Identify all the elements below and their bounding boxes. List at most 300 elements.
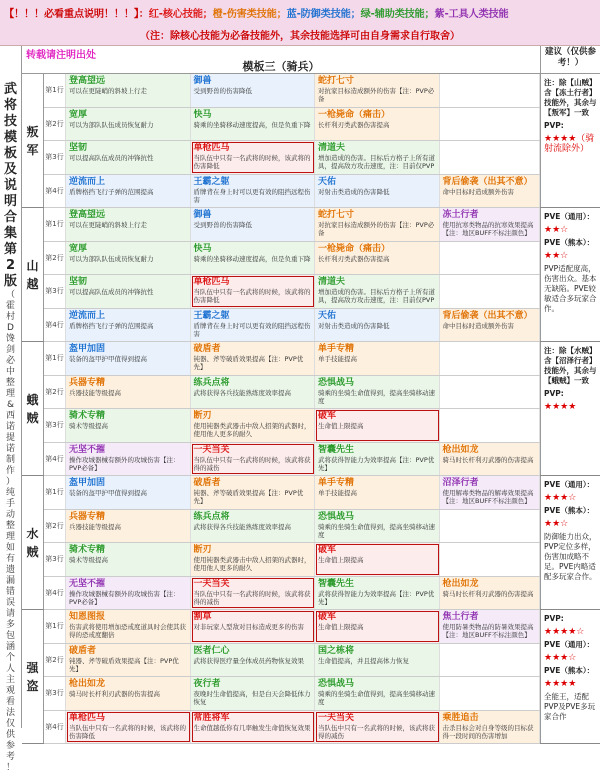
skill-desc: 当队伍中只有一名武将的时候，该武将的伤害降低 (193, 288, 311, 304)
skill-desc: 长杆利刃类武器伤害提高 (318, 254, 390, 263)
side-credit-char: 诺 (5, 422, 15, 432)
skill-name: 快马 (193, 109, 212, 120)
skill-cell (66, 141, 191, 174)
skill-name: 恐惧战马 (318, 511, 355, 522)
skill-cell (440, 376, 541, 409)
row-label: 第4行 (44, 175, 66, 208)
skill-name: 恐惧战马 (318, 377, 355, 388)
repost-note: 转载请注明出处 (26, 50, 96, 61)
advice-text: PVP: (544, 121, 564, 130)
skill-desc: 兵器技能等级提高 (69, 388, 121, 397)
side-credit-char: 整 (5, 521, 15, 531)
skill-desc: 增加造成的伤害。目标后方格子上所有道具，提高敌方攻击速度，注：目前仅PVP (318, 154, 435, 170)
skill-name: 一夫当关 (193, 444, 230, 455)
side-credit-char: 整 (5, 378, 15, 388)
skill-desc: 可以提高队伍成员的冲锋抗性 (69, 288, 154, 296)
row-label: 第1行 (44, 208, 66, 241)
skill-cell (191, 476, 316, 509)
rating-stars: ★★★★ (544, 402, 577, 412)
skill-name: 宽厚 (69, 109, 88, 120)
skill-cell (440, 677, 541, 710)
template-title: 模板三（骑兵） (22, 58, 540, 74)
side-credit-char: 如 (5, 543, 15, 553)
skill-cell (66, 242, 191, 275)
skill-name: 单手专精 (318, 478, 355, 488)
skill-desc: 增加造成的伤害。目标后方格子上所有道具，提高敌方攻击速度，注：目前仅PVP (318, 288, 435, 304)
side-title-char: 合 (3, 210, 17, 225)
skill-cell (315, 443, 440, 476)
skill-cell (315, 275, 440, 308)
row-label: 第1行 (44, 610, 66, 643)
skill-name: 坚韧 (69, 277, 88, 287)
skill-name: 一夫当关 (193, 578, 230, 589)
skill-row (44, 677, 540, 711)
side-credit-char: 提 (5, 433, 15, 443)
side-credit-char: ） (5, 477, 15, 487)
skill-cell (191, 409, 316, 442)
skill-desc: 击杀目标会对自身等级的目标获得一段时间的伤害增加 (442, 723, 534, 740)
skill-row (44, 577, 540, 611)
side-credit-char: 村 (5, 312, 15, 322)
skill-name: 一枪毙命（痛击） (318, 243, 391, 254)
skill-desc: 对非玩家人型敌对目标造成更多的伤害 (193, 623, 304, 631)
skill-cell (440, 476, 541, 509)
skill-name: 王霸之躯 (193, 310, 230, 321)
skill-name: 骑术专精 (69, 411, 106, 421)
skill-desc: 武将获得各兵技能熟练度效率提高 (193, 388, 291, 397)
side-credit-char: 遗 (5, 565, 15, 575)
skill-row (44, 476, 540, 510)
skill-name: 医者仁心 (193, 645, 230, 656)
side-credit-char: 漏 (5, 576, 15, 586)
skill-name: 盔甲加固 (69, 344, 106, 354)
skill-name: 王霸之躯 (193, 176, 230, 187)
side-title-char: 将 (3, 98, 17, 113)
skill-cell (315, 644, 440, 677)
skill-cell (315, 242, 440, 275)
skill-desc: 可以在更陡峭的斜坡上行走 (69, 221, 147, 229)
skill-name: 乘胜追击 (442, 712, 479, 723)
skill-desc: 生命值上限提高 (318, 422, 364, 430)
skill-desc: 钝器、斧等破盾效果提高【注：PVP优先】 (193, 355, 304, 371)
side-title (0, 46, 22, 773)
skill-desc: 骑马时长杆利刃武器的伤害提高 (442, 455, 534, 464)
skill-cell (66, 476, 191, 509)
skill-name: 破军 (318, 411, 337, 421)
skill-desc: 对抗家目标造成额外的伤害【注：PVP必备 (318, 87, 435, 103)
skill-name: 盔甲加固 (69, 478, 106, 488)
skill-cell (191, 141, 316, 174)
advice-text: PVE（熊本）： (544, 506, 595, 515)
skill-cell (315, 342, 440, 375)
skill-cell (315, 711, 440, 744)
side-title-char: 武 (3, 82, 17, 97)
skill-cell (315, 141, 440, 174)
side-credit-char: 请 (5, 609, 15, 619)
skill-cell (440, 443, 541, 476)
skill-cell (315, 476, 440, 509)
skill-cell (191, 711, 316, 744)
skill-name: 知恩图报 (69, 612, 106, 622)
row-label: 第3行 (44, 409, 66, 442)
skill-name: 常胜将军 (193, 712, 230, 723)
rating-stars: ★★★★（骑射流除外） (544, 134, 595, 154)
skill-cell (315, 175, 440, 208)
skill-desc: 当队伍中只有一名武将的时候，该武将的伤害降低 (69, 723, 186, 740)
advice-text: 注：除【水贼】含【沼泽行者】技能外，其余与【蛾贼】一致 (544, 346, 597, 385)
skill-desc: 骑术等级提高 (69, 422, 108, 430)
side-credit-char: 考 (5, 752, 15, 762)
skill-name: 蛇打七寸 (318, 76, 355, 86)
skill-cell (191, 644, 316, 677)
skill-name: 单枪匹马 (193, 143, 230, 153)
faction-group (22, 208, 600, 342)
advice-cell (540, 74, 600, 207)
side-credit-char: 西 (5, 411, 15, 421)
skill-name: 兵器专精 (69, 377, 106, 388)
side-credit-char: 制 (5, 455, 15, 465)
skill-row (44, 74, 540, 108)
skill-name: 破盾者 (69, 645, 97, 656)
skill-cell (315, 74, 440, 107)
advice-text: PVE（通用）： (544, 640, 595, 649)
skill-desc: 对射击类造成的伤害降低 (318, 321, 390, 330)
side-credit-char: 中 (5, 367, 15, 377)
skill-row (44, 711, 540, 745)
skill-name: 破盾者 (193, 344, 221, 354)
skill-name: 无坚不摧 (69, 578, 106, 589)
side-credit-char: 作 (5, 466, 15, 476)
skill-cell (191, 175, 316, 208)
faction-name-char: 山 (26, 258, 39, 273)
side-title-char: 第 (3, 242, 17, 257)
faction-name-char: 盗 (26, 678, 39, 693)
side-credit-char: 理 (5, 532, 15, 542)
skill-row (44, 376, 540, 410)
skill-desc: 可以为部队队伍成员恢复耐力 (69, 254, 154, 263)
faction-name-char: 贼 (26, 410, 39, 425)
skill-cell (440, 610, 541, 643)
faction-name (22, 208, 44, 341)
skill-cell (440, 543, 541, 576)
skill-cell (315, 309, 440, 342)
skill-name: 天佑 (318, 310, 337, 321)
side-title-char: 及 (3, 162, 17, 177)
side-credit-char: 错 (5, 587, 15, 597)
skill-row (44, 342, 540, 376)
side-credit-char: 剑 (5, 345, 15, 355)
row-label: 第3行 (44, 543, 66, 576)
skill-name: 练兵点将 (193, 511, 230, 522)
side-credit-char: & (6, 400, 15, 410)
skill-name: 沼泽行者 (442, 478, 479, 488)
skill-name: 坚韧 (69, 143, 88, 153)
skill-desc: 骑马时长杆利刃武器的伤害提高 (442, 589, 534, 598)
side-credit-char: 手 (5, 499, 15, 509)
skill-desc: 武将获得智能力为效率提高【注：PVP优先】 (318, 455, 435, 472)
faction-name-char: 军 (26, 142, 39, 157)
advice-text: PVP适配度高，伤害出众。基本无缺陷。PVE较敏适合多玩家合作。 (544, 264, 597, 313)
skill-desc: 骑术等级提高 (69, 556, 108, 564)
skill-row (44, 610, 540, 644)
side-credit-char: 馋 (5, 334, 15, 344)
side-credit-char: 人 (5, 664, 15, 674)
skill-cell (66, 677, 191, 710)
skill-desc: 命中目标时造成额外伤害 (442, 321, 514, 330)
skill-desc: 生命值上限提高 (318, 623, 364, 631)
skill-desc: 可以为部队队伍成员恢复耐力 (69, 120, 154, 129)
skill-cell (191, 74, 316, 107)
skill-desc: 骑乘的坐骑移动速度提高，但是负重下降 (193, 254, 311, 263)
skill-cell (440, 711, 541, 744)
skill-desc: 武将获得医疗量全体成员药物恢复效果 (193, 656, 304, 665)
skill-cell (440, 208, 541, 241)
skill-row (44, 543, 540, 577)
skill-desc: 盾牌背在身上时可以更有效的阻挡远程伤害 (193, 187, 311, 204)
skill-desc: 受到野兽的伤害降低 (193, 221, 252, 229)
advice-cell (540, 208, 600, 341)
skill-name: 逆流而上 (69, 310, 106, 321)
advice-text: PVE（通用）： (544, 480, 595, 489)
faction-group (22, 74, 600, 208)
skill-name: 一夫当关 (318, 712, 355, 723)
faction-name-char: 蛾 (26, 392, 39, 407)
side-credit-char: D (7, 323, 14, 333)
side-title-char: 明 (3, 194, 17, 209)
skill-name: 焦土行者 (442, 612, 479, 622)
skill-cell (440, 108, 541, 141)
skill-desc: 当队伍中只有一名武将的时候，该武将的伤害降低 (193, 154, 311, 170)
legend-item: 绿-辅助类技能； (360, 9, 435, 20)
skill-cell (440, 644, 541, 677)
skill-name: 登高望远 (69, 76, 106, 86)
skill-cell (191, 510, 316, 543)
side-title-char: 版 (3, 274, 17, 289)
skill-cell (440, 242, 541, 275)
advice-header: 建议（仅供参考！） (540, 46, 600, 74)
skill-desc: 盾牌背在身上时可以更有效的阻挡远程伤害 (193, 321, 311, 338)
row-label: 第4行 (44, 309, 66, 342)
skill-desc: 骑马时长杆利刃武器的伤害提高 (69, 690, 160, 698)
skill-cell (315, 108, 440, 141)
skill-row (44, 242, 540, 276)
advice-text: 注：除【山贼】含【冻土行者】技能外，其余与【叛军】一致 (544, 78, 597, 117)
skill-cell (315, 409, 440, 442)
row-label: 第3行 (44, 141, 66, 174)
side-credit-char: 供 (5, 730, 15, 740)
legend-items (149, 9, 509, 20)
skill-desc: 受到野兽的伤害降低 (193, 87, 252, 95)
skill-cell (315, 376, 440, 409)
skill-name: 逆流而上 (69, 176, 106, 187)
side-credit-char: 法 (5, 708, 15, 718)
skill-row (44, 309, 540, 343)
skill-desc: 对抗家目标造成额外的伤害【注：PVP必备 (318, 221, 435, 237)
row-label: 第1行 (44, 476, 66, 509)
row-label: 第2行 (44, 376, 66, 409)
skill-cell (315, 577, 440, 610)
skill-cell (66, 543, 191, 576)
skill-name: 单枪匹马 (193, 277, 230, 287)
skill-desc: 盾牌格挡飞行子弹的范围提高 (69, 187, 154, 196)
skill-cell (191, 543, 316, 576)
skill-desc: 钝器、斧等破盾效果提高【注：PVP优先】 (193, 489, 304, 505)
skill-name: 兵器专精 (69, 511, 106, 522)
row-label: 第1行 (44, 342, 66, 375)
skill-row (44, 510, 540, 544)
side-title-char: 说 (3, 178, 17, 193)
skill-row (44, 409, 540, 443)
skill-name: 天佑 (318, 176, 337, 187)
skill-name: 清道夫 (318, 277, 346, 287)
rating-stars: ★★★☆ (544, 493, 577, 503)
side-credit-char: 必 (5, 356, 15, 366)
skill-cell (191, 208, 316, 241)
skill-desc: 装备的盔甲护甲值得到提高 (69, 489, 147, 497)
skill-name: 御兽 (193, 76, 212, 86)
row-label: 第2行 (44, 644, 66, 677)
row-label: 第3行 (44, 275, 66, 308)
skill-desc: 使用钝器类武器击中敌人招架的武器时，使用他人更多的耐久 (193, 422, 311, 438)
skill-name: 蛇打七寸 (318, 210, 355, 220)
side-credit-char: 纯 (5, 488, 15, 498)
skill-cell (66, 711, 191, 744)
skill-desc: 装备的盔甲护甲值得到提高 (69, 355, 147, 363)
faction-name (22, 610, 44, 743)
skill-cell (66, 644, 191, 677)
skill-name: 单手专精 (318, 344, 355, 354)
skill-name: 练兵点将 (193, 377, 230, 388)
skill-desc: 操作攻城器械有额外的攻城伤害【注：PVP必备】 (69, 455, 180, 472)
skill-desc: 伤害武将使用增加恐戒度道具时会使其获得的恐戒度翻倍 (69, 623, 186, 639)
skill-desc: 当队伍中只有一名武将的时候，该武将获得的减伤 (318, 723, 435, 740)
skill-cell (191, 443, 316, 476)
skill-cell (66, 208, 191, 241)
skill-cell (440, 409, 541, 442)
skill-name: 无坚不摧 (69, 444, 106, 455)
rating-stars: ★★★☆ (544, 653, 577, 663)
skill-cell (315, 610, 440, 643)
skill-desc: 武将获得智能力为效率提高【注：PVP优先】 (318, 589, 435, 606)
skill-desc: 对射击类造成的伤害降低 (318, 187, 390, 196)
skill-name: 破军 (318, 545, 337, 555)
skill-name: 清道夫 (318, 143, 346, 153)
advice-text: PVP: (544, 614, 564, 623)
skill-desc: 兵器技能等级提高 (69, 522, 121, 531)
side-title-char: 板 (3, 146, 17, 161)
row-label: 第2行 (44, 242, 66, 275)
skill-cell (191, 342, 316, 375)
row-label: 第4行 (44, 443, 66, 476)
side-credit-char: 动 (5, 510, 15, 520)
skill-cell (66, 275, 191, 308)
skill-name: 一枪毙命（痛击） (318, 109, 391, 120)
skill-desc: 单手技能提高 (318, 355, 357, 363)
skill-name: 宽厚 (69, 243, 88, 254)
skill-name: 单枪匹马 (69, 712, 106, 723)
legend-item: 橙-伤害类技能； (212, 9, 287, 20)
skill-desc: 使用防暑类物品的防暑效果提高【注：地区BUFF不标注颜色】 (442, 623, 534, 639)
skill-desc: 命中目标时造成额外伤害 (442, 187, 514, 196)
side-credit-char: 参 (5, 741, 15, 751)
legend-item: 蓝-防御类技能； (286, 9, 361, 20)
skill-cell (191, 376, 316, 409)
side-title-char: 2 (5, 258, 16, 273)
skill-cell (191, 309, 316, 342)
skill-cell (66, 510, 191, 543)
skill-cell (66, 175, 191, 208)
legend-prefix: 【！！！必看重点说明！！！】： (4, 9, 149, 20)
advice-text: PVE（熊本）： (544, 666, 595, 675)
faction-name-char: 强 (26, 660, 39, 675)
legend-note: （注：除核心技能为必备技能外，其余技能选择可由自身需求自行取舍） (140, 31, 460, 42)
skill-name: 破盾者 (193, 478, 221, 488)
skill-row (44, 644, 540, 678)
page-header (0, 0, 600, 46)
rating-stars: ★★☆ (544, 251, 569, 261)
skill-desc: 使用抗寒类物品的抗寒效果提高【注：地区BUFF不标注颜色】 (442, 221, 534, 237)
side-credit-char: ！ (5, 763, 15, 773)
legend-line (4, 5, 598, 20)
rating-stars: ★★☆ (544, 225, 569, 235)
skill-desc: 当队伍中只有一名武将的时候，该武将获得的减伤 (193, 455, 311, 472)
skill-desc: 单手技能提高 (318, 489, 357, 497)
skill-name: 背后偷袭（出其不意） (442, 176, 533, 187)
skill-cell (66, 108, 191, 141)
side-credit-char: 有 (5, 554, 15, 564)
faction-group (22, 342, 600, 476)
faction-name-char: 越 (26, 276, 39, 291)
skill-cell (440, 309, 541, 342)
advice-text: PVE（熊本）： (544, 238, 595, 247)
skill-name: 骑术专精 (69, 545, 106, 555)
row-label: 第2行 (44, 108, 66, 141)
skill-cell (191, 275, 316, 308)
skill-cell (315, 543, 440, 576)
skill-name: 登高望远 (69, 210, 106, 220)
skill-cell (191, 577, 316, 610)
advice-text: PVP: (544, 389, 564, 398)
rating-stars: ★★★★ (544, 679, 577, 689)
skill-table (22, 74, 600, 744)
skill-cell (66, 309, 191, 342)
skill-desc: 骑乘的坐骑生命值得到，提高坐骑移动速度 (318, 522, 435, 539)
row-label: 第3行 (44, 677, 66, 710)
advice-text: 防御能力出众，PVP定位多样，伤害加成略不足。PVE内略适配多玩家合作。 (544, 532, 597, 581)
side-credit-char: 理 (5, 389, 15, 399)
legend-item: 紫-工具人类技能 (434, 9, 509, 20)
side-credit-char: 看 (5, 697, 15, 707)
row-label: 第1行 (44, 74, 66, 107)
skill-cell (66, 610, 191, 643)
skill-cell (191, 108, 316, 141)
side-credit-char: 多 (5, 620, 15, 630)
skill-desc: 长杆利刃类武器伤害提高 (318, 120, 390, 129)
side-title-char: 技 (3, 114, 17, 129)
skill-row (44, 275, 540, 309)
faction-name-char: 叛 (26, 124, 39, 139)
advice-cell (540, 342, 600, 475)
skill-name: 背后偷袭（出其不意） (442, 310, 533, 321)
advice-cell (540, 610, 600, 743)
skill-desc: 可以在更陡峭的斜坡上行走 (69, 87, 147, 95)
row-label: 第2行 (44, 510, 66, 543)
skill-name: 恐惧战马 (318, 679, 355, 689)
side-credit-char: 涵 (5, 642, 15, 652)
side-credit-char: 个 (5, 653, 15, 663)
skill-name: 枪出如龙 (69, 679, 106, 689)
side-title-column (0, 46, 21, 774)
